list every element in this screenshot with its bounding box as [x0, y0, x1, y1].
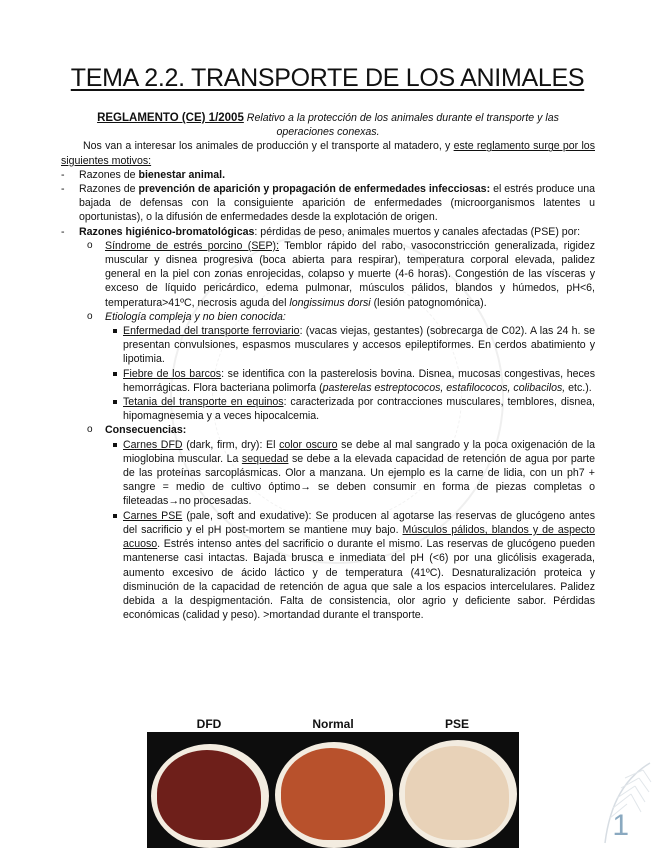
dfd-item [113, 438, 595, 509]
tetania-title: Tetania del transporte en equinos [123, 396, 284, 409]
etiology-title: Etiología compleja y no bien conocida: [105, 310, 286, 323]
pse-text: (pale, soft and exudative): Se producen al agotarse las reservas de glucógeno antes del sacrificio y el pH post-mortem se mantiene muy bajo. [123, 509, 595, 536]
intro-text: Nos van a interesar los animales de producción y el transporte al matadero, y [83, 140, 454, 153]
label-pse: PSE [444, 717, 469, 731]
photo-dfd [147, 732, 271, 848]
page-title: TEMA 2.2. TRANSPORTE DE LOS ANIMALES [70, 64, 585, 92]
reason-disease-text: el estrés produce una bajada de defensas con la consiguiente aparición de enfermedades (microorganismos latentes u oportunistas), o la difusión de enfermedades desde la explotación de origen. [79, 183, 595, 224]
barcos-item [113, 367, 595, 395]
figure-labels [147, 717, 519, 731]
label-normal: Normal [312, 717, 354, 731]
hygiene-sublist [79, 239, 595, 622]
regulation-line [71, 111, 585, 139]
consequences-sublist [105, 438, 595, 623]
dfd-sequedad: sequedad [241, 452, 289, 465]
dfd-text: (dark, firm, dry): El [182, 438, 280, 451]
label-dfd: DFD [196, 717, 222, 731]
intro-motives: este reglamento surge por los siguientes motivos: [61, 140, 595, 167]
meat-photos [147, 732, 519, 848]
consequences-title: Consecuencias: [105, 424, 187, 437]
regulation-description: Relativo a la protección de los animales durante el transporte y las operaciones conexas. [246, 112, 559, 139]
reason-hygiene-bold: Razones higiénico-bromatológicas [79, 225, 255, 238]
pse-underlined: Músculos pálidos, blandos y de aspecto acuoso [123, 523, 595, 551]
sep-title: Síndrome de estrés porcino (SEP): [105, 239, 280, 252]
barcos-text-end: etc.). [565, 381, 592, 394]
consequences-item [87, 423, 595, 622]
reason-welfare-prefix: Razones de [79, 168, 139, 181]
sep-italic: longissimus dorsi [289, 296, 371, 309]
tetania-text: : caracterizada por contracciones musculares, temblores, disnea, hipomagnesemia y a veces hipocalcemia. [123, 396, 595, 423]
barcos-text: : se identifica con la pasterelosis bovina. Disnea, mucosas congestivas, heces hemorrágicas. Flora bacteriana polimorfa ( [123, 367, 595, 394]
photo-normal [271, 732, 395, 848]
dfd-title: Carnes DFD [123, 438, 183, 451]
etiology-sublist [105, 324, 595, 423]
reasons-list [61, 168, 595, 623]
reason-welfare-bold: bienestar animal. [138, 168, 226, 181]
meat-normal [281, 748, 385, 840]
dfd-text-3: se debe a la elevada capacidad de retención de agua por parte de las proteínas sarcoplásmicas. Olor a manzana. Un ejemplo es la carne de lidia, con un ph7 + sangre = medio de cultivo óptimo→ se deben consumir en forma de piezas completas o fileteadas→no procesadas. [123, 452, 596, 508]
tetania-item [113, 395, 595, 423]
barcos-italic: pasterelas estreptococos, estafilococos, colibacilos, [322, 381, 566, 394]
ferroviaria-title: Enfermedad del transporte ferroviario [123, 325, 300, 338]
photo-pse [395, 732, 519, 848]
meat-dfd [157, 750, 261, 840]
meat-pse [405, 746, 509, 840]
reason-welfare [61, 168, 595, 182]
reason-disease [61, 182, 595, 225]
sep-item [87, 239, 595, 310]
barcos-title: Fiebre de los barcos [123, 367, 222, 380]
sep-text-end: (lesión patognomónica). [370, 296, 487, 309]
content [61, 111, 595, 622]
etiology-item [87, 310, 595, 424]
regulation-code: REGLAMENTO (CE) 1/2005 [97, 112, 244, 124]
pse-text-2: . Estrés intenso antes del sacrificio o durante el mismo. Las reservas de glucógeno pueden mantenerse casi intactas. Bajada brusca e inmediata del pH (<6) por una glicólisis exagerada, aumento excesivo de ácido láctico y de temperatura (41ºC). Desnaturalización proteica y disminución de la capacidad de retención de agua que sale a los espacios intercelulares. Palidez debida a la despigmentación. Falta de consistencia, olor agrio y deficiente sabor. Pérdidas económicas (calidad y peso). >mortandad durante el transporte. [123, 538, 595, 622]
meat-comparison-figure [147, 717, 519, 848]
reason-hygiene [61, 225, 595, 623]
pse-item [113, 509, 595, 623]
dfd-text-2: se debe al mal sangrado y la poca oxigenación de la mioglobina muscular. La [123, 438, 596, 465]
ferroviaria-item [113, 324, 595, 367]
ferroviaria-text: : (vacas viejas, gestantes) (sobrecarga de C02). A las 24 h. se presentan convulsiones, espasmos musculares y accesos epileptiformes. En cerdos abatimiento y lipotimia. [123, 325, 595, 366]
sep-text: Temblor rápido del rabo, vasoconstricción generalizada, rigidez muscular y disnea progresiva (boca abierta para respirar), temperatura corporal elevada, palidez general en la piel con zonas enrojecidas, colapso y muerte (4-6 horas). Congestión de las vísceras y exceso de líquido pericárdico, edema pulmonar, músculos pálidos, blandos y húmedos, pH<6, temperatura>41ºC, necrosis aguda del [105, 239, 595, 309]
reason-disease-prefix: Razones de [79, 183, 139, 196]
reason-hygiene-text: : pérdidas de peso, animales muertos y canales afectadas (PSE) por: [254, 225, 581, 238]
intro-paragraph [61, 139, 595, 167]
reason-disease-bold: prevención de aparición y propagación de enfermedades infecciosas: [138, 183, 491, 196]
dfd-color-underline: color oscuro [279, 438, 338, 451]
pse-title: Carnes PSE [123, 509, 183, 522]
page-number: 1 [612, 809, 629, 842]
